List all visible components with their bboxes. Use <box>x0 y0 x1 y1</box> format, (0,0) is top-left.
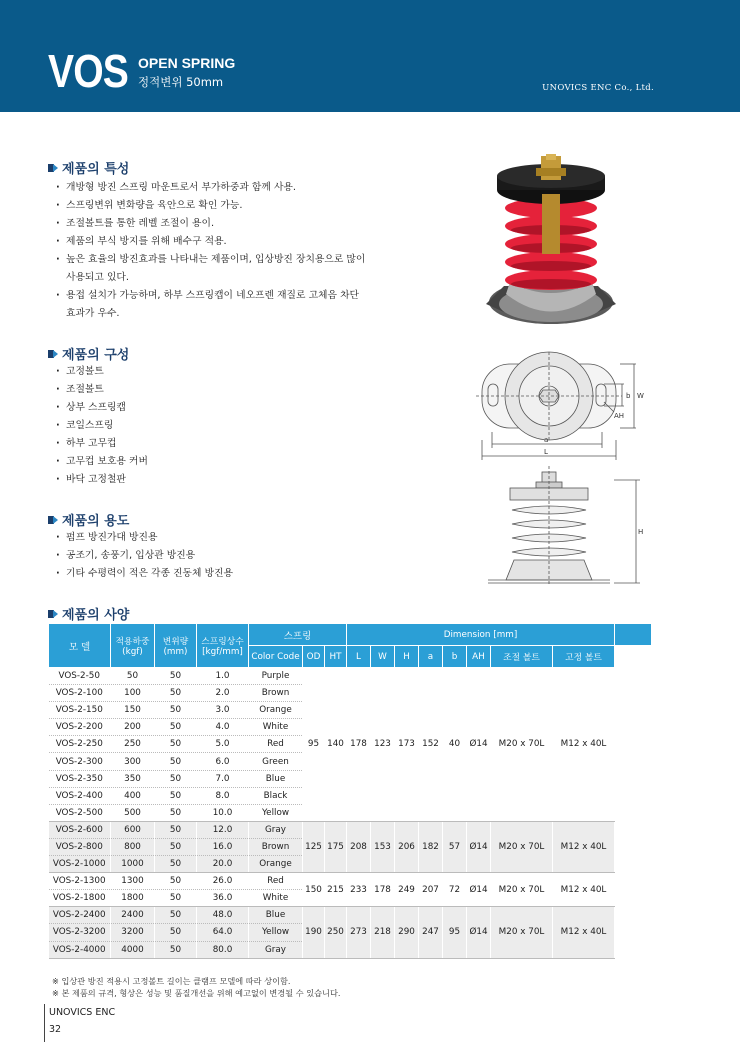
cell-const: 2.0 <box>197 685 249 702</box>
footer-divider <box>44 1004 45 1042</box>
th-load: 적용하중 (kgf) <box>111 624 155 668</box>
list-item: · 제품의 부식 방지를 위해 배수구 적용. <box>56 233 365 251</box>
th-disp: 변위량 (mm) <box>155 624 197 668</box>
product-subtitle-en: OPEN SPRING <box>138 55 236 71</box>
cell-color: Brown <box>249 838 303 855</box>
list-item: · 기타 수평력이 적은 각종 진동체 방진용 <box>56 565 233 583</box>
cell-l: 208 <box>347 821 371 872</box>
cell-model: VOS-2-150 <box>49 702 111 719</box>
dim-label-b: b <box>626 392 631 400</box>
cell-b: 95 <box>443 907 467 958</box>
cell-l: 178 <box>347 668 371 822</box>
dim-label-h: H <box>638 528 644 536</box>
page-number: 32 <box>49 1024 62 1035</box>
section-title-features: 제품의 특성 <box>48 158 129 177</box>
cell-ht: 140 <box>325 668 347 822</box>
list-item: · 상부 스프링캡 <box>56 399 148 417</box>
cell-a: 247 <box>419 907 443 958</box>
cell-disp: 50 <box>155 856 197 873</box>
cell-h: 206 <box>395 821 419 872</box>
section-title-spec: 제품의 사양 <box>48 604 129 623</box>
cell-color: Yellow <box>249 924 303 941</box>
cell-h: 290 <box>395 907 419 958</box>
cell-color: Brown <box>249 685 303 702</box>
cell-const: 20.0 <box>197 856 249 873</box>
cell-ht: 250 <box>325 907 347 958</box>
page-header <box>0 0 740 112</box>
cell-load: 150 <box>111 702 155 719</box>
section-title-composition: 제품의 구성 <box>48 344 129 363</box>
cell-color: Black <box>249 787 303 804</box>
section-bullet-icon <box>48 515 58 525</box>
th-a: a <box>419 646 443 668</box>
cell-disp: 50 <box>155 821 197 838</box>
th-model: 모 델 <box>49 624 111 668</box>
cell-load: 400 <box>111 787 155 804</box>
cell-model: VOS-2-1800 <box>49 890 111 907</box>
cell-model: VOS-2-300 <box>49 753 111 770</box>
cell-load: 200 <box>111 719 155 736</box>
th-adj-bolt: 조절 볼트 <box>491 646 553 668</box>
cell-load: 50 <box>111 668 155 685</box>
cell-load: 1800 <box>111 890 155 907</box>
table-row <box>49 668 652 685</box>
list-item: · 고무컵 보호용 커버 <box>56 453 148 471</box>
cell-disp: 50 <box>155 770 197 787</box>
cell-w: 153 <box>371 821 395 872</box>
list-item: · 바닥 고정철판 <box>56 471 148 489</box>
cell-const: 48.0 <box>197 907 249 924</box>
cell-const: 16.0 <box>197 838 249 855</box>
cell-load: 350 <box>111 770 155 787</box>
features-list <box>56 179 365 323</box>
note-line: ※ 본 제품의 규격, 형상은 성능 및 품질개선을 위해 예고없이 변경될 수 있습니다. <box>52 988 341 998</box>
cell-disp: 50 <box>155 804 197 821</box>
cell-model: VOS-2-800 <box>49 838 111 855</box>
dim-label-a: a <box>544 436 549 444</box>
th-od: OD <box>303 646 325 668</box>
cell-const: 1.0 <box>197 668 249 685</box>
cell-disp: 50 <box>155 873 197 890</box>
cell-model: VOS-2-600 <box>49 821 111 838</box>
cell-model: VOS-2-250 <box>49 736 111 753</box>
th-fix-bolt: 고정 볼트 <box>553 646 615 668</box>
cell-load: 100 <box>111 685 155 702</box>
section-title-usage: 제품의 용도 <box>48 510 129 529</box>
cell-od: 190 <box>303 907 325 958</box>
composition-list <box>56 363 148 489</box>
cell-disp: 50 <box>155 702 197 719</box>
table-row <box>49 873 652 890</box>
cell-const: 6.0 <box>197 753 249 770</box>
cell-model: VOS-2-100 <box>49 685 111 702</box>
cell-b: 72 <box>443 873 467 907</box>
cell-disp: 50 <box>155 941 197 958</box>
th-w: W <box>371 646 395 668</box>
cell-l: 233 <box>347 873 371 907</box>
cell-color: Orange <box>249 856 303 873</box>
cell-const: 7.0 <box>197 770 249 787</box>
cell-const: 64.0 <box>197 924 249 941</box>
cell-model: VOS-2-350 <box>49 770 111 787</box>
cell-od: 150 <box>303 873 325 907</box>
list-item: · 조절볼트 <box>56 381 148 399</box>
cell-model: VOS-2-1300 <box>49 873 111 890</box>
cell-adj: M20 x 70L <box>491 873 553 907</box>
cell-disp: 50 <box>155 736 197 753</box>
cell-color: White <box>249 890 303 907</box>
cell-color: Blue <box>249 907 303 924</box>
cell-a: 152 <box>419 668 443 822</box>
cell-w: 178 <box>371 873 395 907</box>
cell-disp: 50 <box>155 890 197 907</box>
cell-load: 300 <box>111 753 155 770</box>
cell-disp: 50 <box>155 924 197 941</box>
cell-l: 273 <box>347 907 371 958</box>
cell-const: 80.0 <box>197 941 249 958</box>
product-code: VOS <box>48 45 129 97</box>
section-bullet-icon <box>48 609 58 619</box>
th-dimension: Dimension [mm] <box>347 624 615 646</box>
company-name: UNOVICS ENC Co., Ltd. <box>542 83 654 93</box>
usage-list <box>56 529 233 583</box>
cell-const: 4.0 <box>197 719 249 736</box>
cell-disp: 50 <box>155 838 197 855</box>
cell-load: 800 <box>111 838 155 855</box>
cell-ah: Ø14 <box>467 873 491 907</box>
cell-model: VOS-2-1000 <box>49 856 111 873</box>
th-color: Color Code <box>249 646 303 668</box>
cell-w: 123 <box>371 668 395 822</box>
cell-model: VOS-2-500 <box>49 804 111 821</box>
list-item: · 스프링변위 변화량을 육안으로 확인 가능. <box>56 197 365 215</box>
cell-a: 207 <box>419 873 443 907</box>
cell-model: VOS-2-3200 <box>49 924 111 941</box>
cell-model: VOS-2-4000 <box>49 941 111 958</box>
list-item-cont: 효과가 우수. <box>66 308 120 319</box>
cell-model: VOS-2-200 <box>49 719 111 736</box>
dim-label-ah: AH <box>614 412 625 420</box>
note-line: ※ 입상관 방진 적용시 고정볼트 길이는 클램프 모델에 따라 상이함. <box>52 976 291 986</box>
th-ht: HT <box>325 646 347 668</box>
section-bullet-icon <box>48 163 58 173</box>
cell-color: Green <box>249 753 303 770</box>
cell-load: 600 <box>111 821 155 838</box>
notes <box>52 975 340 999</box>
cell-fix: M12 x 40L <box>553 907 615 958</box>
cell-const: 10.0 <box>197 804 249 821</box>
cell-fix: M12 x 40L <box>553 668 615 822</box>
spec-table-body <box>49 668 652 959</box>
list-item-cont: 사용되고 있다. <box>66 272 130 283</box>
cell-const: 8.0 <box>197 787 249 804</box>
th-b: b <box>443 646 467 668</box>
cell-color: White <box>249 719 303 736</box>
cell-const: 3.0 <box>197 702 249 719</box>
cell-model: VOS-2-400 <box>49 787 111 804</box>
footer-company: UNOVICS ENC <box>49 1007 116 1018</box>
list-item: · 하부 고무컵 <box>56 435 148 453</box>
cell-color: Gray <box>249 821 303 838</box>
cell-od: 95 <box>303 668 325 822</box>
cell-ah: Ø14 <box>467 821 491 872</box>
cell-od: 125 <box>303 821 325 872</box>
cell-load: 250 <box>111 736 155 753</box>
cell-h: 249 <box>395 873 419 907</box>
list-item: · 고정볼트 <box>56 363 148 381</box>
cell-w: 218 <box>371 907 395 958</box>
cell-load: 3200 <box>111 924 155 941</box>
cell-color: Blue <box>249 770 303 787</box>
spec-table <box>48 623 652 959</box>
cell-adj: M20 x 70L <box>491 821 553 872</box>
cell-const: 36.0 <box>197 890 249 907</box>
cell-ah: Ø14 <box>467 907 491 958</box>
cell-fix: M12 x 40L <box>553 873 615 907</box>
cell-b: 40 <box>443 668 467 822</box>
product-subtitle-kr: 정적변위 50mm <box>138 75 224 89</box>
cell-const: 5.0 <box>197 736 249 753</box>
cell-model: VOS-2-50 <box>49 668 111 685</box>
technical-drawing <box>474 350 644 590</box>
th-bolt-spacer <box>615 624 652 646</box>
cell-disp: 50 <box>155 719 197 736</box>
th-h: H <box>395 646 419 668</box>
cell-disp: 50 <box>155 907 197 924</box>
table-row <box>49 907 652 924</box>
cell-color: Red <box>249 873 303 890</box>
cell-fix: M12 x 40L <box>553 821 615 872</box>
cell-color: Yellow <box>249 804 303 821</box>
dim-label-l: L <box>544 448 548 456</box>
cell-color: Gray <box>249 941 303 958</box>
cell-load: 1000 <box>111 856 155 873</box>
cell-load: 1300 <box>111 873 155 890</box>
cell-ah: Ø14 <box>467 668 491 822</box>
section-bullet-icon <box>48 349 58 359</box>
th-ah: AH <box>467 646 491 668</box>
cell-disp: 50 <box>155 685 197 702</box>
list-item: · 높은 효율의 방진효과를 나타내는 제품이며, 입상방진 장치용으로 많이 <box>56 251 365 269</box>
cell-load: 500 <box>111 804 155 821</box>
cell-a: 182 <box>419 821 443 872</box>
product-photo <box>476 154 626 334</box>
cell-disp: 50 <box>155 787 197 804</box>
cell-const: 12.0 <box>197 821 249 838</box>
cell-adj: M20 x 70L <box>491 907 553 958</box>
cell-load: 4000 <box>111 941 155 958</box>
cell-b: 57 <box>443 821 467 872</box>
dim-label-w: W <box>637 392 644 400</box>
cell-model: VOS-2-2400 <box>49 907 111 924</box>
th-const: 스프링상수 [kgf/mm] <box>197 624 249 668</box>
cell-ht: 215 <box>325 873 347 907</box>
th-l: L <box>347 646 371 668</box>
list-item: · 조절볼트를 통한 레벨 조절이 용이. <box>56 215 365 233</box>
list-item: · 펌프 방진가대 방진용 <box>56 529 233 547</box>
list-item: · 용접 설치가 가능하며, 하부 스프링캡이 네오프렌 재질로 고체음 차단 <box>56 287 365 305</box>
list-item: · 코일스프링 <box>56 417 148 435</box>
cell-disp: 50 <box>155 753 197 770</box>
cell-const: 26.0 <box>197 873 249 890</box>
cell-h: 173 <box>395 668 419 822</box>
cell-color: Orange <box>249 702 303 719</box>
cell-load: 2400 <box>111 907 155 924</box>
cell-color: Purple <box>249 668 303 685</box>
cell-disp: 50 <box>155 668 197 685</box>
cell-adj: M20 x 70L <box>491 668 553 822</box>
cell-ht: 175 <box>325 821 347 872</box>
th-spring: 스프링 <box>249 624 347 646</box>
list-item: · 공조기, 송풍기, 입상관 방진용 <box>56 547 233 565</box>
table-row <box>49 821 652 838</box>
list-item: · 개방형 방진 스프링 마운트로서 부가하중과 함께 사용. <box>56 179 365 197</box>
cell-color: Red <box>249 736 303 753</box>
